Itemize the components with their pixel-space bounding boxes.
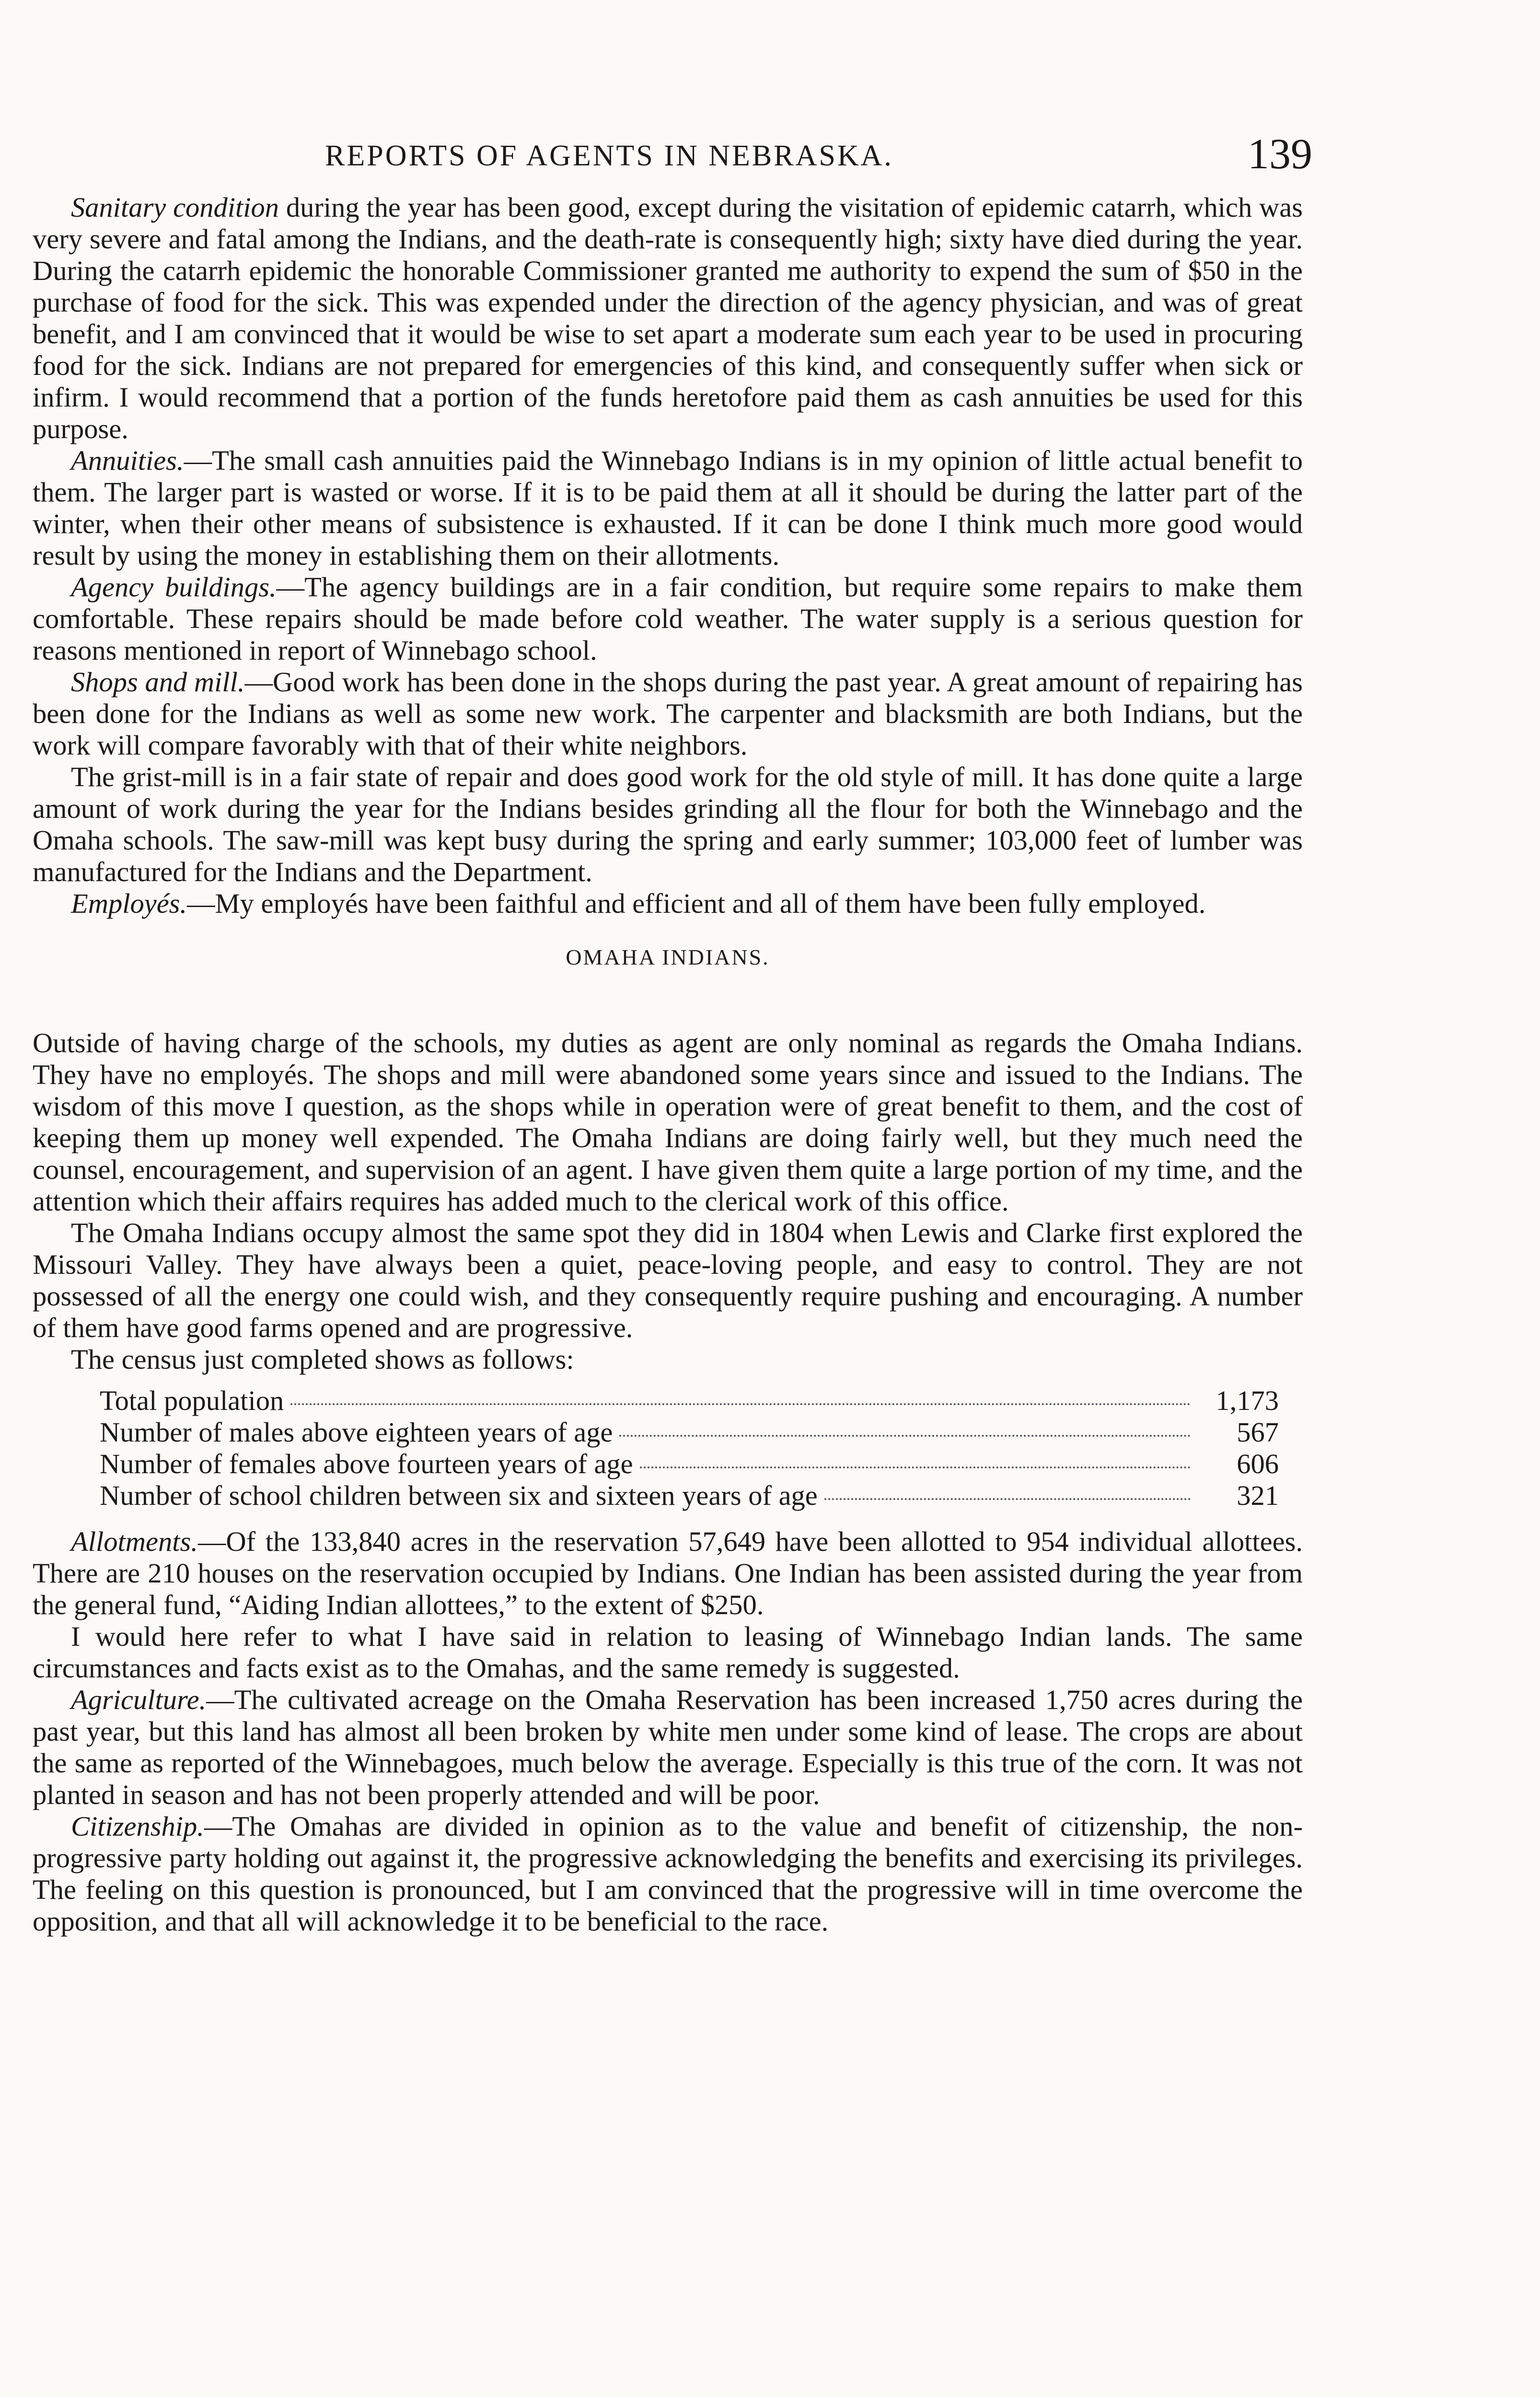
census-row: [100, 1385, 1279, 1417]
dot-leader: [290, 1403, 1191, 1405]
paragraph-text: —My employés have been faithful and efficient and all of them have been fully employed.: [187, 888, 1206, 919]
section-heading-omaha: OMAHA INDIANS.: [566, 945, 770, 969]
census-row: [100, 1448, 1279, 1480]
paragraph-agriculture: [33, 1684, 1303, 1811]
paragraph-text: The grist-mill is in a fair state of repair and does good work for the old style of mill. It has done quite a large amount of work during the year for the Indians besides grinding all the flour for both the Winnebago and the Omaha schools. The saw-mill was kept busy during the spring and early summer; 103,000 feet of lumber was manufactured for the Indians and the Department.: [33, 761, 1303, 887]
paragraph-sanitary-condition: [33, 192, 1303, 445]
running-head: REPORTS OF AGENTS IN NEBRASKA.: [325, 140, 893, 172]
paragraph-omaha-duties: [33, 1027, 1303, 1217]
paragraph-agency-buildings: [33, 571, 1303, 666]
paragraph-heading: Shops and mill.: [71, 666, 245, 698]
paragraph-text: I would here refer to what I have said in relation to leasing of Winnebago Indian lands. The same circumstances and facts exist as to the Omahas, and the same remedy is suggested.: [33, 1621, 1303, 1684]
paragraph-heading: Allotments.: [71, 1526, 198, 1557]
paragraph-shops-and-mill: [33, 666, 1303, 761]
paragraph-grist-mill: [33, 761, 1303, 888]
paragraph-text: Outside of having charge of the schools, my duties as agent are only nominal as regards the Omaha Indians. They have no employés. The shops and mill were abandoned some years since and issued to the Indians. The wisdom of this move I question, as the shops while in operation were of great benefit to them, and the cost of keeping them up money well expended. The Omaha Indians are doing fairly well, but they much need the counsel, encouragement, and supervision of an agent. I have given them quite a large portion of my time, and the attention which their affairs requires has added much to the clerical work of this office.: [33, 1027, 1303, 1217]
paragraph-census-intro: [33, 1344, 1303, 1375]
page-header: [33, 130, 1312, 192]
paragraph-text: —Of the 133,840 acres in the reservation 57,649 have been allotted to 954 individual allottees. There are 210 houses on the reservation occupied by Indians. One Indian has been assisted during the year from the general fund, “Aiding Indian allottees,” to the extent of $250.: [33, 1526, 1303, 1620]
paragraph-allotments: [33, 1526, 1303, 1621]
census-label: Total population: [100, 1385, 284, 1416]
census-label: Number of males above eighteen years of age: [100, 1417, 613, 1448]
paragraph-leasing: [33, 1621, 1303, 1684]
paragraph-heading: Agriculture.: [71, 1684, 207, 1715]
paragraph-text: —The Omahas are divided in opinion as to the value and benefit of citizenship, the non-progressive party holding out against it, the progressive acknowledging the benefits and exercising its privileges. The feeling on this question is pronounced, but I am convinced that the progressive will in time overcome the opposition, and that all will acknowledge it to be beneficial to the race.: [33, 1811, 1303, 1937]
paragraph-text: The census just completed shows as follows:: [71, 1344, 574, 1375]
census-value: 1,173: [1216, 1385, 1279, 1416]
paragraph-heading: Employés.: [71, 888, 187, 919]
census-value: 567: [1237, 1417, 1279, 1448]
paragraph-heading: Citizenship.: [71, 1811, 204, 1842]
dot-leader: [824, 1498, 1191, 1500]
census-table: [100, 1385, 1279, 1512]
paragraph-citizenship: [33, 1811, 1303, 1937]
paragraph-employes: [33, 888, 1303, 919]
census-value: 606: [1237, 1448, 1279, 1479]
dot-leader: [640, 1466, 1191, 1468]
paragraph-heading: Annuities.: [71, 445, 184, 476]
paragraph-heading: Agency buildings.: [71, 571, 277, 603]
paragraph-text: during the year has been good, except during the visitation of epidemic catarrh, which was very severe and fatal among the Indians, and the death-rate is consequently high; sixty have died during the year. During the catarrh epidemic the honorable Commissioner granted me authority to expend the sum of $50 in the purchase of food for the sick. This was expended under the direction of the agency physician, and was of great benefit, and I am convinced that it would be wise to set apart a moderate sum each year to be used in procuring food for the sick. Indians are not prepared for emergencies of this kind, and consequently suffer when sick or infirm. I would recommend that a portion of the funds heretofore paid them as cash annuities be used for this purpose.: [33, 192, 1303, 444]
census-row: [100, 1480, 1279, 1512]
paragraph-heading: Sanitary condition: [71, 192, 279, 223]
census-row: [100, 1417, 1279, 1448]
paragraph-text: The Omaha Indians occupy almost the same spot they did in 1804 when Lewis and Clarke first explored the Missouri Valley. They have always been a quiet, peace-loving people, and easy to control. They are not possessed of all the energy one could wish, and they consequently require pushing and encouraging. A number of them have good farms opened and are progressive.: [33, 1217, 1303, 1343]
paragraph-text: —The agency buildings are in a fair condition, but require some repairs to make them comfortable. These repairs should be made before cold weather. The water supply is a serious question for reasons mentioned in report of Winnebago school.: [33, 571, 1303, 666]
census-value: 321: [1237, 1480, 1279, 1511]
paragraph-annuities: [33, 445, 1303, 571]
paragraph-omaha-location: [33, 1217, 1303, 1344]
page-number: 139: [1248, 130, 1312, 178]
census-label: Number of females above fourteen years of age: [100, 1448, 633, 1479]
paragraph-text: —The small cash annuities paid the Winnebago Indians is in my opinion of little actual benefit to them. The larger part is wasted or worse. If it is to be paid them at all it should be during the latter part of the winter, when their other means of subsistence is exhausted. If it can be done I think much more good would result by using the money in establishing them on their allotments.: [33, 445, 1303, 571]
winnebago-section: [33, 192, 1303, 919]
omaha-section: [33, 1027, 1303, 1937]
report-page: [33, 130, 1312, 1937]
census-label: Number of school children between six and sixteen years of age: [100, 1480, 818, 1511]
dot-leader: [619, 1435, 1191, 1437]
paragraph-text: —The cultivated acreage on the Omaha Reservation has been increased 1,750 acres during the past year, but this land has almost all been broken by white men under some kind of lease. The crops are about the same as reported of the Winnebagoes, much below the average. Especially is this true of the corn. It was not planted in season and has not been properly attended and will be poor.: [33, 1684, 1303, 1810]
paragraph-text: —Good work has been done in the shops during the past year. A great amount of repairing has been done for the Indians as well as some new work. The carpenter and blacksmith are both Indians, but the work will compare favorably with that of their white neighbors.: [33, 666, 1303, 761]
